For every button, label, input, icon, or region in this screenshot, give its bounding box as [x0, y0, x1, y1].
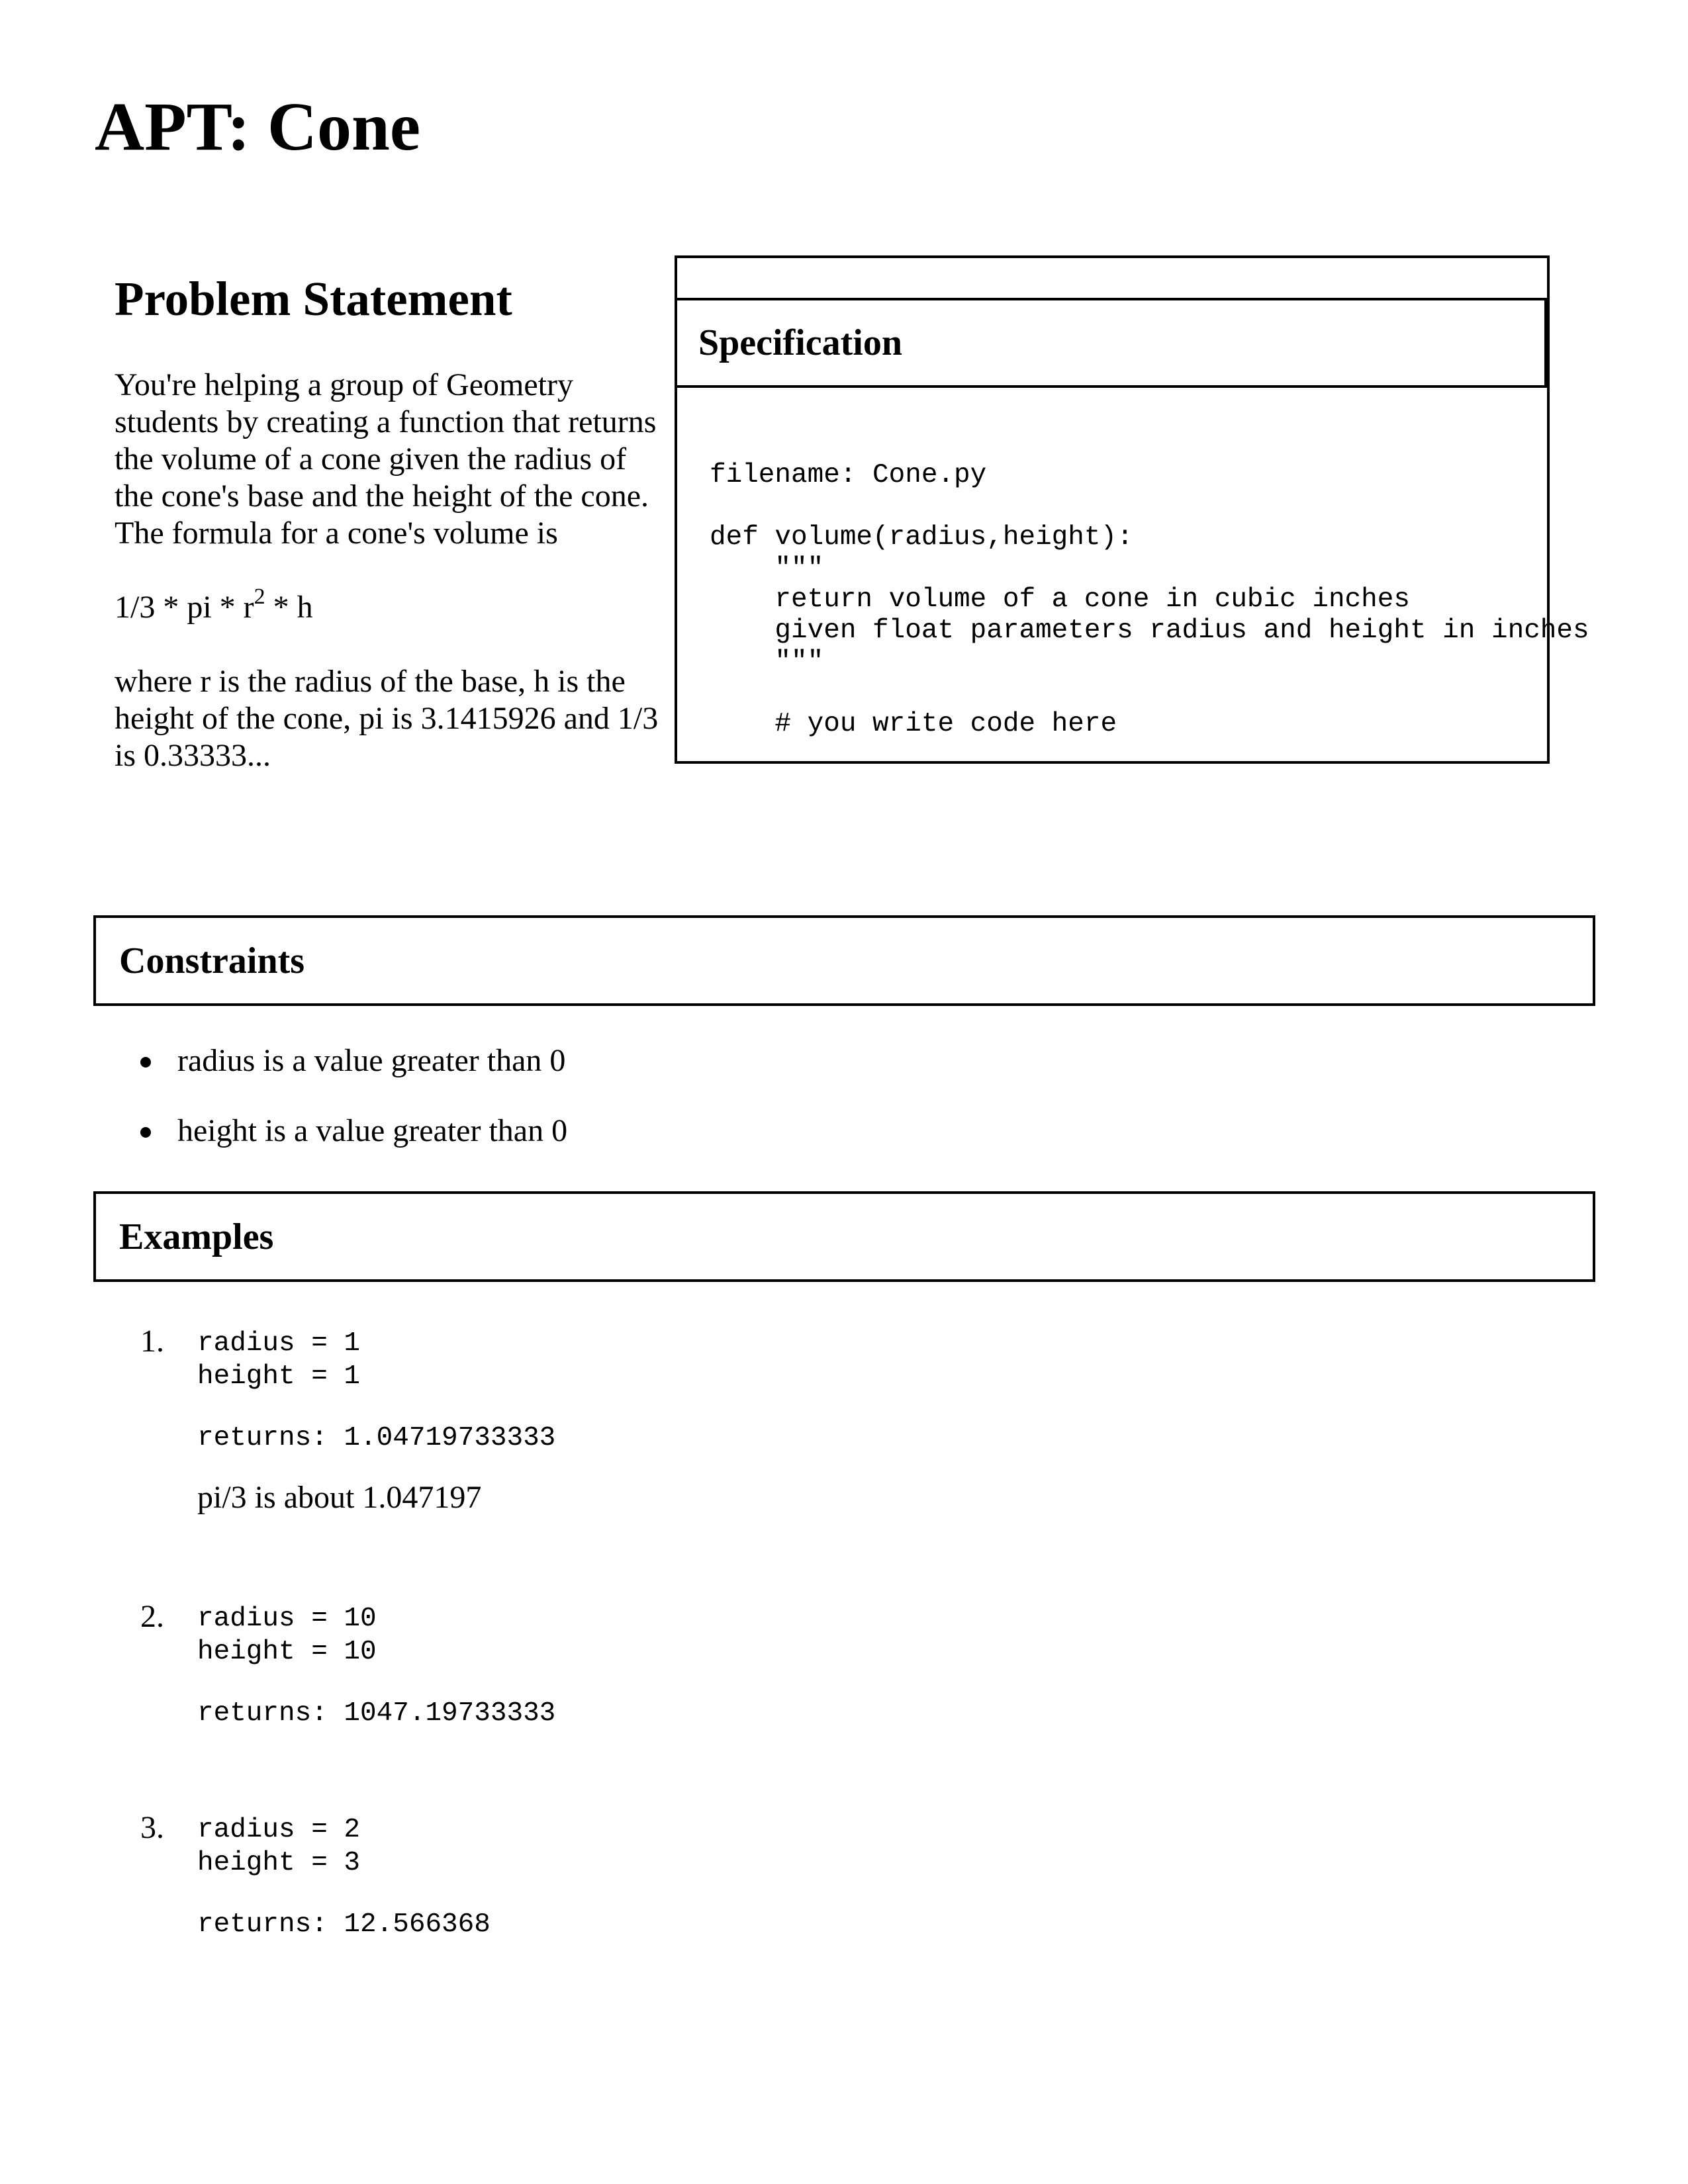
constraint-item — [139, 1113, 567, 1150]
problem-explanation-text: where r is the radius of the base, h is the height of the cone, pi is 3.1415926 and 1/3 is 0.33333... — [115, 663, 659, 773]
examples-heading: Examples — [93, 1191, 1595, 1282]
volume-formula — [115, 584, 664, 626]
constraints-list — [139, 1042, 567, 1183]
example-input: radius = 2 height = 3 — [197, 1815, 361, 1878]
bullet-icon — [140, 1057, 151, 1068]
specification-box — [675, 255, 1589, 764]
constraint-text: height is a value greater than 0 — [177, 1113, 568, 1148]
example-returns: returns: 1.04719733333 — [197, 1423, 556, 1453]
example-input: radius = 10 height = 10 — [197, 1604, 377, 1667]
example-note: pi/3 is about 1.047197 — [197, 1480, 482, 1515]
formula-prefix: 1/3 * pi * r — [115, 589, 254, 625]
example-number: 1. — [140, 1324, 164, 1359]
example-returns: returns: 12.566368 — [197, 1909, 491, 1940]
bullet-icon — [140, 1127, 151, 1138]
constraint-text: radius is a value greater than 0 — [177, 1043, 566, 1078]
example-input: radius = 1 height = 1 — [197, 1328, 361, 1392]
formula-suffix: * h — [265, 589, 313, 625]
constraints-heading: Constraints — [93, 915, 1595, 1006]
example-number: 3. — [140, 1810, 164, 1845]
formula-exponent: 2 — [254, 584, 265, 609]
problem-statement-section — [115, 271, 664, 774]
specification-code: filename: Cone.py def volume(radius,height): """ return volume of a cone in cubic inches given float parameters radius and height in inches """ # you write code here — [710, 460, 1589, 739]
problem-statement-heading: Problem Statement — [115, 272, 512, 326]
constraint-item — [139, 1042, 567, 1079]
page-title: APT: Cone — [95, 89, 421, 165]
example-number: 2. — [140, 1599, 164, 1634]
specification-heading: Specification — [677, 298, 1547, 388]
problem-intro-text: You're helping a group of Geometry students by creating a function that returns the volume of a cone given the radius of the cone's base and the height of the cone. The formula for a cone's volume is — [115, 367, 657, 551]
example-returns: returns: 1047.19733333 — [197, 1698, 556, 1729]
